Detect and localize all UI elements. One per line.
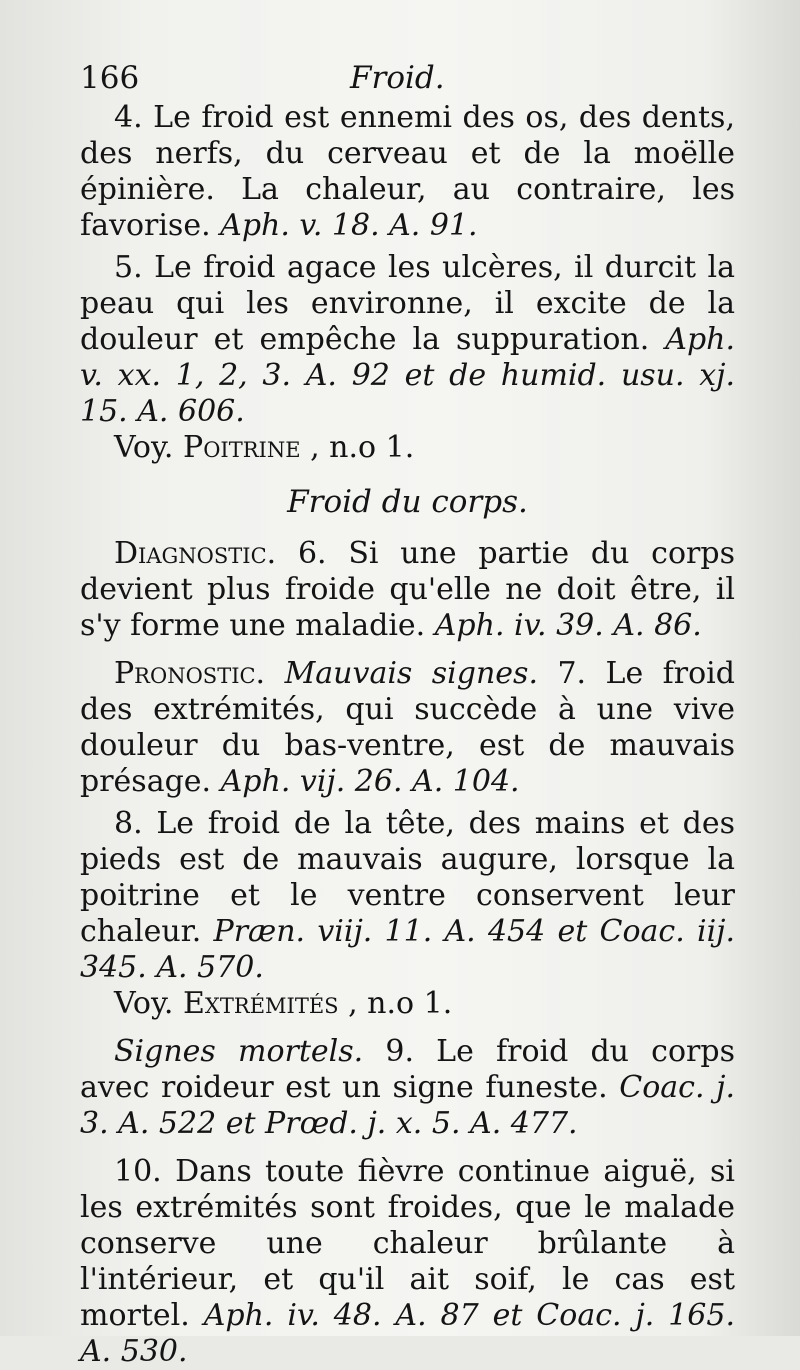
reference: Aph. iv. 48. A. 87 et Coac. j. 165. A. 530.: [80, 1298, 735, 1369]
signs-subtitle: Mauvais signes.: [284, 656, 538, 691]
reference: Aph. v. xx. 1, 2, 3. A. 92 et de humid. usu. xj. 15. A. 606.: [80, 322, 736, 429]
reference: Coac. j. 3. A. 522 et Prœd. j. x. 5. A. 477.: [80, 1070, 735, 1141]
see-also-label: Voy.: [114, 986, 174, 1021]
paragraph-number: 7.: [557, 656, 587, 691]
paragraph-text: Le froid agace les ulcères, il durcit la peau qui les environne, il excite de la douleur et empêche la suppuration.: [80, 250, 735, 357]
paragraph-6: [80, 536, 735, 644]
paragraph-text: Le froid des extrémités, qui succède à une vive douleur du bas-ventre, est de mauvais présage.: [80, 656, 735, 799]
paragraph-text: Le froid de la tête, des mains et des pieds est de mauvais augure, lorsque la poitrine et le ventre conservent leur chaleur.: [80, 806, 735, 949]
paragraph-4: [80, 100, 735, 244]
reference: Aph. vij. 26. A. 104.: [220, 764, 520, 799]
paragraph-number: 6.: [297, 536, 327, 571]
running-title: Froid.: [350, 60, 445, 96]
paragraph-number: 8.: [114, 806, 143, 841]
see-also-1: [80, 430, 735, 466]
paragraph-8: [80, 806, 735, 986]
paragraph-7: [80, 656, 735, 800]
see-also-target: Poitrine: [183, 430, 301, 465]
paragraph-text: Dans toute fièvre continue aiguë, si les extrémités sont froides, que le malade conserve une chaleur brûlante à l'intérieur, et qu'il ait soif, le cas est mortel.: [80, 1154, 735, 1333]
section-lead: Diagnostic.: [114, 536, 277, 571]
see-also-target: Extrémités: [183, 986, 339, 1021]
signs-subtitle: Signes mortels.: [114, 1034, 364, 1069]
see-also-2: [80, 986, 735, 1022]
paragraph-number: 10.: [114, 1154, 162, 1189]
paragraph-10: [80, 1154, 735, 1370]
section-lead: Pronostic.: [114, 656, 266, 691]
see-also-number: , n.o 1.: [310, 430, 415, 465]
page-header: [80, 56, 735, 100]
paragraph-text: Si une partie du corps devient plus froide qu'elle ne doit être, il s'y forme une maladie.: [80, 536, 735, 643]
paragraph-number: 9.: [385, 1034, 414, 1069]
paragraph-number: 4.: [114, 100, 143, 135]
reference: Aph. iv. 39. A. 86.: [434, 608, 702, 643]
page-content: [80, 56, 735, 1370]
reference: Aph. v. 18. A. 91.: [220, 208, 478, 243]
paragraph-5: [80, 250, 735, 430]
paragraph-text: Le froid du corps avec roideur est un signe funeste.: [80, 1034, 735, 1105]
see-also-number: , n.o 1.: [348, 986, 453, 1021]
see-also-label: Voy.: [114, 430, 174, 465]
page-number: 166: [80, 60, 140, 96]
reference: Præn. viij. 11. A. 454 et Coac. iij. 345. A. 570.: [80, 914, 735, 985]
paragraph-9: [80, 1034, 735, 1142]
paragraph-text: Le froid est ennemi des os, des dents, des nerfs, du cerveau et de la moëlle épinière. La chaleur, au contraire, les favorise.: [80, 100, 735, 243]
paragraph-number: 5.: [114, 250, 143, 285]
section-subheading: Froid du corps.: [287, 484, 528, 520]
